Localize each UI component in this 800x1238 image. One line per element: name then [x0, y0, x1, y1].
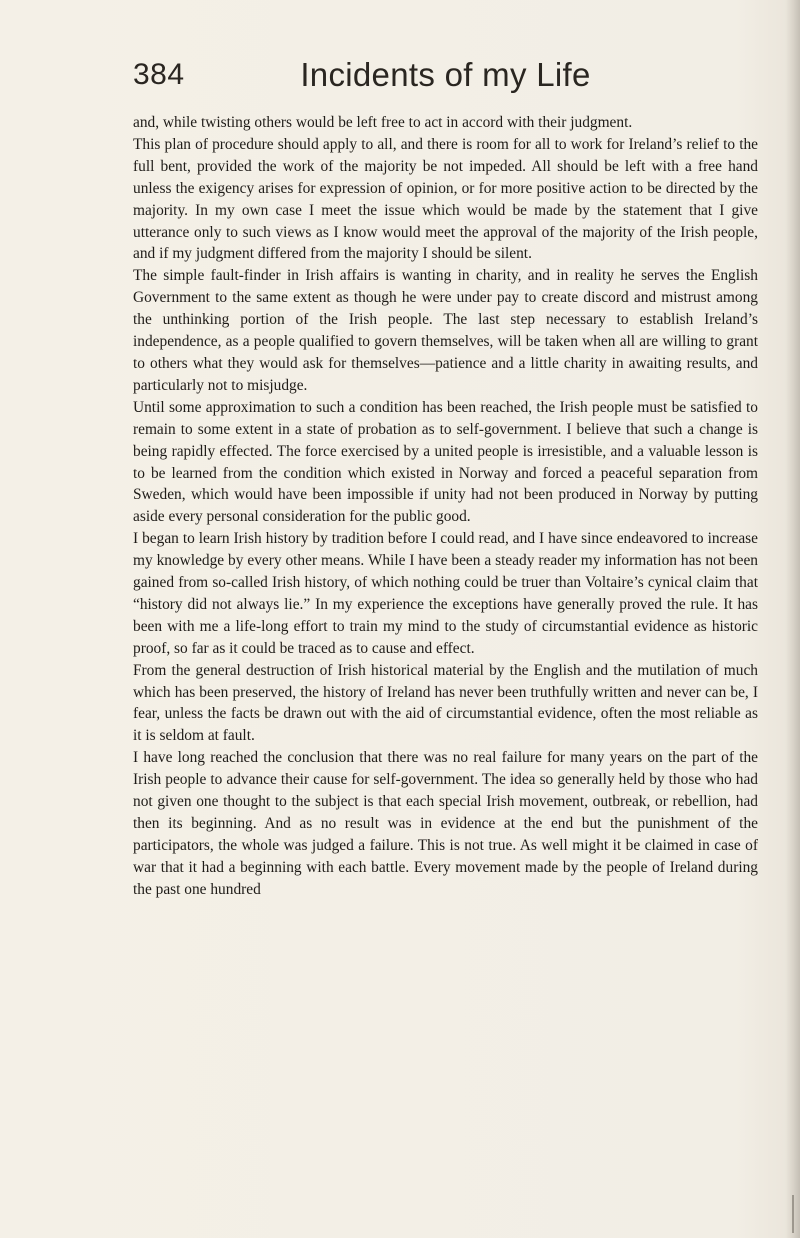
paragraph: I have long reached the conclusion that there was no real failure for many years on the part of the Irish people to advance their cause for self-government. The idea so generally held by those who had not given one thought to the subject is that each special Irish movement, outbreak, or rebellion, had then its beginning. And as no result was in evidence at the end but the punishment of the participators, the whole was judged a failure. This is not true. As well might it be claimed in case of war that it had a beginning with each battle. Every movement made by the people of Ireland during the past one hundred	[133, 749, 758, 898]
paragraph: The simple fault-finder in Irish affairs is wanting in charity, and in reality he serves the English Government to the same extent as though he were under pay to create discord and mistrust among the unthinking portion of the Irish people. The last step necessary to establish Ireland’s independence, as a people qualified to govern themselves, will be taken when all are willing to grant to others what they would ask for themselves—patience and a little charity in awaiting results, and particularly not to misjudge.	[133, 267, 758, 394]
page-edge-mark	[792, 1195, 794, 1233]
running-title: Incidents of my Life	[300, 56, 591, 93]
paragraph: This plan of procedure should apply to all, and there is room for all to work for Ireland’s relief to the full bent, provided the work of the majority be not impeded. All should be left with a free hand unless the exigency arises for expression of opinion, or for more positive action to be directed by the majority. In my own case I meet the issue which would be made by the statement that I give utterance only to such views as I know would meet the approval of the majority of the Irish people, and if my judgment differed from the majority I should be silent.	[133, 135, 758, 263]
paragraph: Until some approximation to such a condition has been reached, the Irish people must be satisfied to remain to some extent in a state of probation as to self-government. I believe that such a change is being rapidly effected. The force exercised by a united people is irresistible, and a valuable lesson is to be learned from the condition which existed in Norway and forced a peaceful separation from Sweden, which would have been impossible if unity had not been produced in Norway by putting aside every personal consideration for the public good.	[133, 398, 758, 526]
paragraph: and, while twisting others would be left free to act in accord with their judgment.	[133, 114, 633, 131]
page-edge-shadow	[786, 0, 800, 1238]
page-number: 384	[133, 58, 185, 91]
page-header	[133, 52, 758, 102]
body-text	[133, 112, 758, 901]
paragraph: From the general destruction of Irish historical material by the English and the mutilation of much which has been preserved, the history of Ireland has never been truthfully written and never can be, I fear, unless the facts be drawn out with the aid of circumstantial evidence, often the most reliable as it is seldom at fault.	[133, 661, 758, 745]
paragraph: I began to learn Irish history by tradition before I could read, and I have since endeavored to increase my knowledge by every other means. While I have been a steady reader my information has not been gained from so-called Irish history, of which nothing could be truer than Voltaire’s cynical claim that “history did not always lie.” In my experience the exceptions have generally proved the rule. It has been with me a life-long effort to train my mind to the study of circumstantial evidence as historic proof, so far as it could be traced as to cause and effect.	[133, 530, 758, 657]
